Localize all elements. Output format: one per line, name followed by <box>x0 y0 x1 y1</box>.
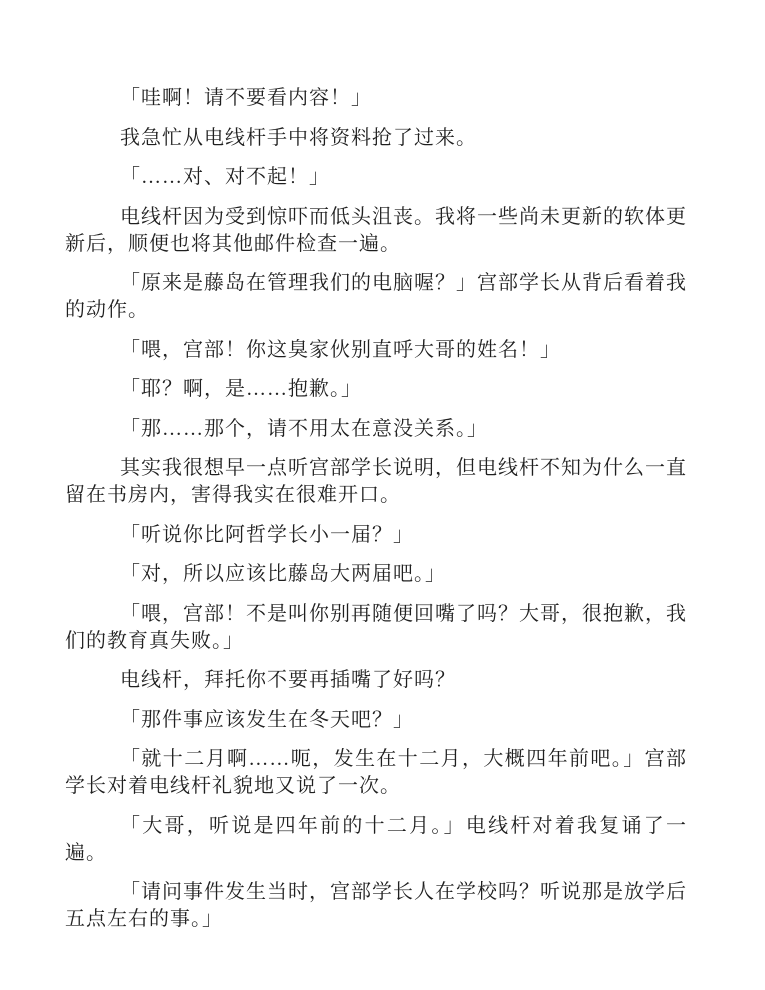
paragraph: 「原来是藤岛在管理我们的电脑喔？」宫部学长从背后看着我的动作。 <box>65 272 687 321</box>
paragraph: 「哇啊！请不要看内容！」 <box>120 87 372 109</box>
paragraph: 「听说你比阿哲学长小一届？」 <box>120 523 414 546</box>
paragraph: 「请问事件发生当时，宫部学长人在学校吗？听说那是放学后五点左右的事。」 <box>65 881 687 930</box>
paragraph: 「喂，宫部！你这臭家伙别直呼大哥的姓名！」 <box>120 338 561 361</box>
paragraph-list <box>65 85 687 933</box>
paragraph: 「对，所以应该比藤岛大两届吧。」 <box>120 563 446 585</box>
paragraph: 「大哥，听说是四年前的十二月。」电线杆对着我复诵了一遍。 <box>65 814 687 864</box>
paragraph: 「喂，宫部！不是叫你别再随便回嘴了吗？大哥，很抱歉，我们的教育真失败。」 <box>65 602 687 652</box>
paragraph: 「那……那个，请不用太在意没关系。」 <box>120 417 488 440</box>
paragraph: 「那件事应该发生在冬天吧？」 <box>120 708 414 731</box>
paragraph: 我急忙从电线杆手中将资料抢了过来。 <box>120 126 477 149</box>
paragraph: 「……对、对不起！」 <box>120 166 330 188</box>
paragraph: 「就十二月啊……呃，发生在十二月，大概四年前吧。」宫部学长对着电线杆礼貌地又说了一次。 <box>65 748 687 797</box>
paragraph: 电线杆因为受到惊吓而低头沮丧。我将一些尚未更新的软体更新后，顺便也将其他邮件检查一遍。 <box>65 205 687 255</box>
paragraph: 「耶？啊，是……抱歉。」 <box>120 378 362 400</box>
paragraph: 其实我很想早一点听宫部学长说明，但电线杆不知为什么一直留在书房内，害得我实在很难开口。 <box>65 457 687 506</box>
paragraph: 电线杆，拜托你不要再插嘴了好吗？ <box>120 669 456 691</box>
